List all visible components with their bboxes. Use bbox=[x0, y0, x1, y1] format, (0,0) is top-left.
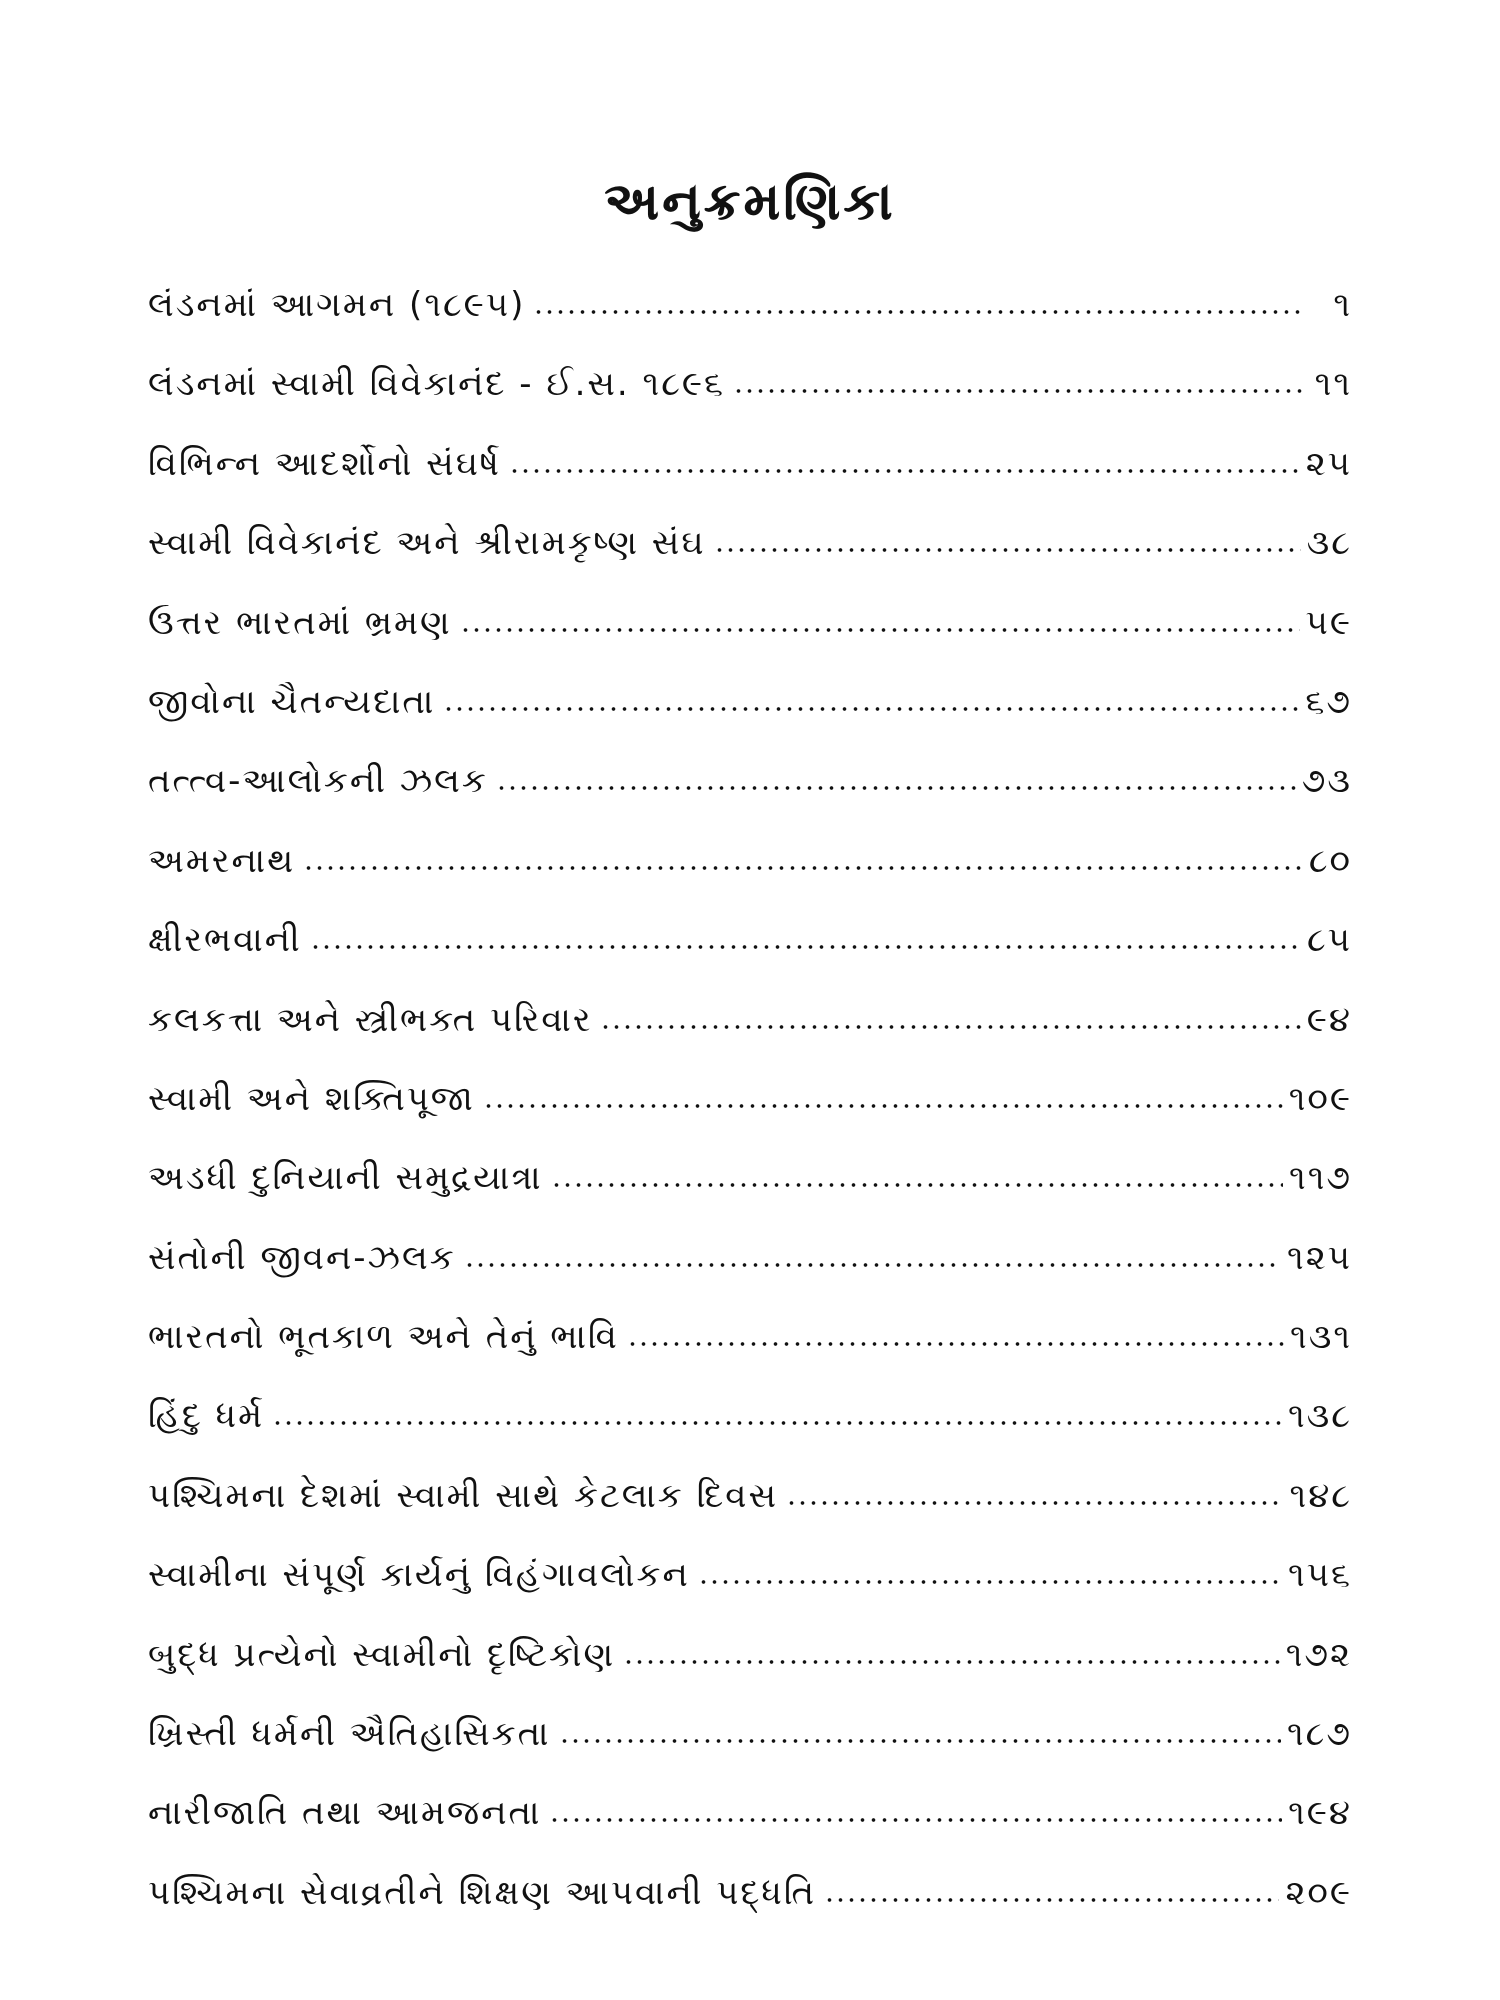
toc-entry-page-number: ૧૦૯ bbox=[1288, 1078, 1352, 1119]
toc-entry-title: સ્વામી અને શક્તિપૂજા bbox=[148, 1078, 475, 1119]
toc-entry-page-number: ૧૩૮ bbox=[1287, 1396, 1352, 1437]
dot-leader bbox=[464, 1263, 1281, 1267]
toc-entry bbox=[148, 1229, 1352, 1308]
dot-leader bbox=[549, 1818, 1282, 1822]
toc-entry-page-number: ૮૫ bbox=[1306, 920, 1352, 961]
toc-entry-title: બુદ્ધ પ્રત્યેનો સ્વામીનો દૃષ્ટિકોણ bbox=[148, 1634, 616, 1675]
toc-entry bbox=[148, 514, 1352, 593]
toc-entry-page-number: ૫૯ bbox=[1305, 602, 1352, 643]
toc-entry-page-number: ૨૦૯ bbox=[1285, 1872, 1352, 1913]
toc-entry-page-number: ૧ bbox=[1333, 285, 1352, 325]
toc-entry bbox=[148, 911, 1352, 990]
toc-entry-page-number: ૬૭ bbox=[1305, 681, 1352, 722]
toc-entry bbox=[148, 276, 1352, 355]
dot-leader bbox=[483, 1104, 1283, 1108]
toc-entry-title: અમરનાથ bbox=[148, 840, 296, 881]
toc-entry bbox=[148, 435, 1352, 514]
toc-entry bbox=[148, 1784, 1352, 1863]
toc-entry-title: પશ્ચિમના સેવાવ્રતીને શિક્ષણ આપવાની પદ્ધતિ bbox=[148, 1872, 817, 1913]
toc-entry bbox=[148, 832, 1352, 911]
toc-entry-page-number: ૧૨૫ bbox=[1287, 1237, 1352, 1278]
toc-entry-title: અડધી દુનિયાની સમુદ્રયાત્રા bbox=[148, 1158, 543, 1199]
toc-entry-page-number: ૧૭૨ bbox=[1285, 1634, 1352, 1675]
toc-entry bbox=[148, 1626, 1352, 1705]
toc-entry bbox=[148, 1546, 1352, 1625]
toc-entry-title: સ્વામી વિવેકાનંદ અને શ્રીરામકૃષ્ણ સંઘ bbox=[148, 523, 706, 564]
toc-entry-title: સ્વામીના સંપૂર્ણ કાર્યનું વિહંગાવલોકન bbox=[148, 1555, 690, 1596]
toc-entry-page-number: ૭૩ bbox=[1301, 761, 1352, 802]
toc-entry-title: ઉત્તર ભારતમાં ભ્રમણ bbox=[148, 602, 452, 643]
toc-entry-title: નારીજાતિ તથા આમજનતા bbox=[148, 1793, 542, 1834]
toc-entry-page-number: ૧૯૪ bbox=[1288, 1793, 1352, 1834]
dot-leader bbox=[496, 786, 1296, 790]
toc-entry bbox=[148, 1387, 1352, 1466]
toc-entry-page-number: ૮૦ bbox=[1308, 840, 1352, 881]
toc-entry-page-number: ૧૫૬ bbox=[1287, 1555, 1352, 1596]
dot-leader bbox=[623, 1660, 1280, 1664]
toc-entry-title: લંડનમાં સ્વામી વિવેકાનંદ - ઈ.સ. ૧૮૯૬ bbox=[148, 364, 726, 405]
toc-entry bbox=[148, 1705, 1352, 1784]
dot-leader bbox=[600, 1025, 1300, 1029]
toc-entry-title: કલકત્તા અને સ્ત્રીભક્ત પરિવાર bbox=[148, 999, 593, 1040]
dot-leader bbox=[533, 310, 1306, 314]
toc-entry-title: ખ્રિસ્તી ધર્મની ઐતિહાસિકતા bbox=[148, 1714, 551, 1755]
toc-entry-page-number: ૯૪ bbox=[1306, 999, 1352, 1040]
dot-leader bbox=[551, 1183, 1283, 1187]
toc-entry-page-number: ૧૧૭ bbox=[1289, 1158, 1352, 1199]
page-title: અનુક્રમણિકા bbox=[604, 171, 896, 232]
toc-entry-title: સંતોની જીવન-ઝલક bbox=[148, 1237, 456, 1278]
dot-leader bbox=[698, 1580, 1282, 1584]
toc-entry-title: ભારતનો ભૂતકાળ અને તેનું ભાવિ bbox=[148, 1317, 619, 1358]
toc-entry bbox=[148, 752, 1352, 831]
toc-entry bbox=[148, 1864, 1352, 1943]
toc-entry bbox=[148, 1149, 1352, 1228]
toc-entry bbox=[148, 1308, 1352, 1387]
dot-leader bbox=[509, 469, 1300, 473]
toc-entry bbox=[148, 1070, 1352, 1149]
toc-entry bbox=[148, 594, 1352, 673]
toc-entry-title: લંડનમાં આગમન (૧૮૯૫) bbox=[148, 285, 526, 325]
toc-entry-page-number: ૧૧ bbox=[1314, 364, 1352, 405]
dot-leader bbox=[786, 1501, 1284, 1505]
toc-entry-page-number: ૩૮ bbox=[1306, 523, 1352, 564]
toc-entry-title: જીવોના ચૈતન્યદાતા bbox=[148, 681, 436, 722]
table-of-contents bbox=[148, 276, 1352, 1943]
dot-leader bbox=[443, 707, 1299, 711]
dot-leader bbox=[824, 1898, 1279, 1902]
dot-leader bbox=[310, 945, 1301, 949]
dot-leader bbox=[272, 1421, 1282, 1425]
toc-entry-page-number: ૧૮૭ bbox=[1287, 1714, 1352, 1755]
toc-entry-title: હિંદુ ધર્મ bbox=[148, 1396, 265, 1437]
toc-entry-title: વિભિન્ન આદર્શોનો સંઘર્ષ bbox=[148, 443, 501, 484]
dot-leader bbox=[559, 1739, 1281, 1743]
toc-entry bbox=[148, 673, 1352, 752]
toc-entry-title: તત્ત્વ-આલોકની ઝલક bbox=[148, 761, 488, 802]
toc-entry bbox=[148, 1467, 1352, 1546]
dot-leader bbox=[714, 548, 1301, 552]
dot-leader bbox=[303, 866, 1303, 870]
toc-entry-title: પશ્ચિમના દેશમાં સ્વામી સાથે કેટલાક દિવસ bbox=[148, 1475, 779, 1516]
dot-leader bbox=[627, 1342, 1284, 1346]
toc-entry-page-number: ૧૪૮ bbox=[1289, 1475, 1352, 1516]
toc-entry-title: ક્ષીરભવાની bbox=[148, 920, 302, 961]
toc-entry bbox=[148, 355, 1352, 434]
dot-leader bbox=[460, 628, 1300, 632]
toc-entry-page-number: ૨૫ bbox=[1305, 443, 1352, 484]
toc-entry-page-number: ૧૩૧ bbox=[1290, 1317, 1352, 1358]
dot-leader bbox=[733, 389, 1306, 393]
toc-entry bbox=[148, 991, 1352, 1070]
